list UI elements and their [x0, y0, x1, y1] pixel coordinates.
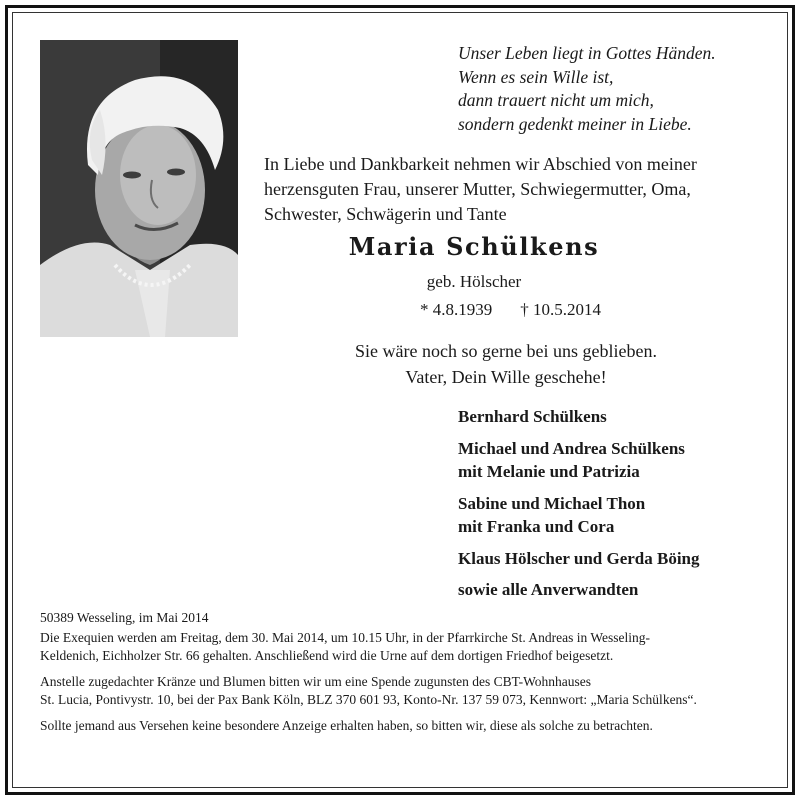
footer-details	[40, 609, 760, 743]
mourner-line: sowie alle Anverwandten	[458, 580, 639, 599]
notice-text: Sollte jemand aus Versehen keine besondere Anzeige erhalten haben, so bitten wir, diese als solche zu betrachten.	[40, 718, 653, 733]
mourner-group	[458, 437, 700, 484]
mourner-group	[458, 578, 700, 602]
verse-line: sondern gedenkt meiner in Liebe.	[458, 113, 692, 134]
donation-line: Anstelle zugedachter Kränze und Blumen bitten wir um eine Spende zugunsten des CBT-Wohnhauses	[40, 674, 592, 689]
service-info	[40, 629, 760, 665]
quote-line: Vater, Dein Wille geschehe!	[405, 367, 607, 387]
intro-line: Schwester, Schwägerin und Tante	[264, 204, 507, 224]
mourner-line: Sabine und Michael Thon	[458, 493, 646, 513]
quote-line: Sie wäre noch so gerne bei uns geblieben.	[355, 341, 657, 361]
portrait-illustration	[40, 40, 238, 337]
life-dates	[420, 300, 601, 320]
mourner-group	[458, 492, 700, 539]
portrait-photo	[40, 40, 238, 337]
donation-info	[40, 673, 760, 709]
mourner-line: mit Franka und Cora	[458, 517, 615, 536]
verse-line: dann trauert nicht um mich,	[458, 90, 654, 110]
donation-line: St. Lucia, Pontivystr. 10, bei der Pax Bank Köln, BLZ 370 601 93, Konto-Nr. 137 59 073, Kennwort: „Maria Schülkens“.	[40, 692, 697, 707]
mourner-line: mit Melanie und Patrizia	[458, 462, 640, 481]
mourners-list	[458, 405, 700, 610]
mourner-line: Michael und Andrea Schülkens	[458, 438, 685, 458]
mourner-group	[458, 547, 700, 571]
place-date: 50389 Wesseling, im Mai 2014	[40, 610, 209, 625]
verse-block	[458, 42, 716, 136]
birth-date: * 4.8.1939	[420, 300, 493, 319]
service-line: Die Exequien werden am Freitag, dem 30. Mai 2014, um 10.15 Uhr, in der Pfarrkirche St. Andreas in Wesseling-	[40, 630, 650, 645]
service-line: Keldenich, Eichholzer Str. 66 gehalten. Anschließend wird die Urne auf dem dortigen Friedhof beigesetzt.	[40, 648, 614, 663]
verse-line: Wenn es sein Wille ist,	[458, 66, 614, 87]
intro-line: herzensguten Frau, unserer Mutter, Schwiegermutter, Oma,	[264, 179, 691, 199]
mourner-line: Bernhard Schülkens	[458, 407, 607, 426]
intro-line: In Liebe und Dankbarkeit nehmen wir Abschied von meiner	[264, 154, 697, 174]
mourner-line: Klaus Hölscher und Gerda Böing	[458, 548, 700, 568]
deceased-name: Maria Schülkens	[348, 232, 600, 261]
death-date: † 10.5.2014	[520, 300, 601, 319]
verse-line: Unser Leben liegt in Gottes Händen.	[458, 43, 716, 63]
mourner-group	[458, 405, 700, 429]
quote-block	[264, 338, 748, 390]
birth-name: geb. Hölscher	[426, 272, 522, 291]
intro-text	[264, 152, 764, 227]
